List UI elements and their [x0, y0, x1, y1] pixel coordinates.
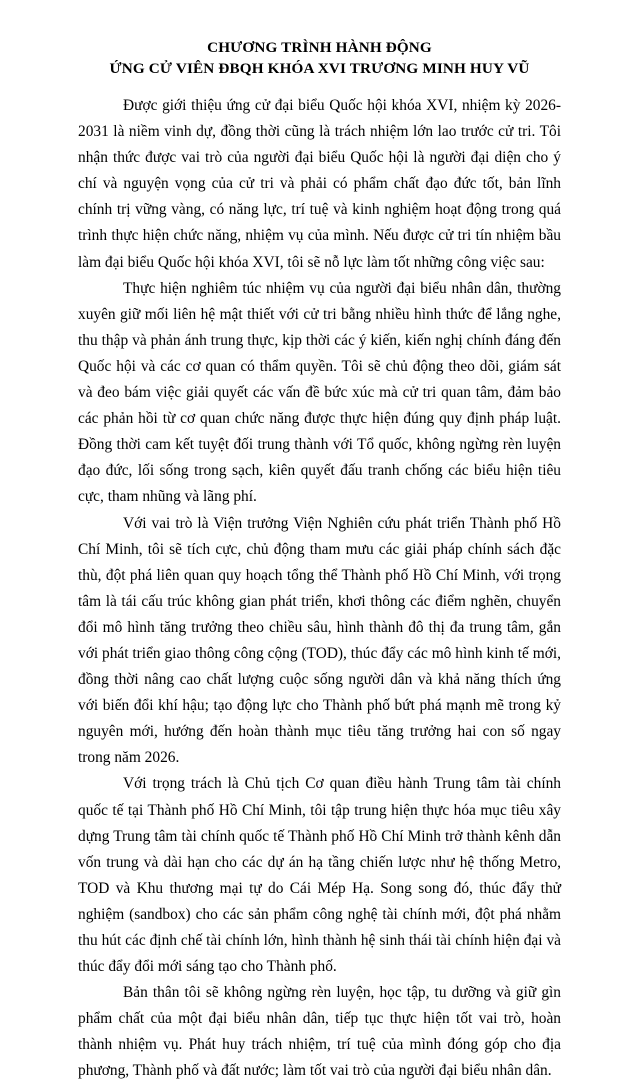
- body-paragraph-5: Bản thân tôi sẽ không ngừng rèn luyện, học tập, tu dưỡng và giữ gìn phẩm chất của một đại biểu nhân dân, tiếp tục thực hiện tốt vai trò, hoàn thành nhiệm vụ. Phát huy trách nhiệm, trí tuệ của mình đóng góp cho địa phương, Thành phố và đất nước; làm tốt vai trò của người đại biểu nhân dân.: [78, 984, 561, 1080]
- body-paragraph-3: Với vai trò là Viện trưởng Viện Nghiên cứu phát triển Thành phố Hồ Chí Minh, tôi sẽ tích cực, chủ động tham mưu các giải pháp chính sách đặc thù, đột phá liên quan quy hoạch tổng thể Thành phố Hồ Chí Minh, với trọng tâm là tái cấu trúc không gian phát triển, khơi thông các điểm nghẽn, chuyển đổi mô hình tăng trưởng theo chiều sâu, hình thành đô thị đa trung tâm, gắn với phát triển giao thông công cộng (TOD), thúc đẩy các mô hình kinh tế mới, đồng thời nâng cao chất lượng cuộc sống người dân và khả năng thích ứng với biến đổi khí hậu; tạo động lực cho Thành phố bứt phá mạnh mẽ trong kỷ nguyên mới, hướng đến hoàn thành mục tiêu tăng trưởng hai con số ngay trong năm 2026.: [78, 514, 561, 767]
- body-paragraph-1: Được giới thiệu ứng cử đại biểu Quốc hội khóa XVI, nhiệm kỳ 2026-2031 là niềm vinh dự, đồng thời cũng là trách nhiệm lớn lao trước cử tri. Tôi nhận thức được vai trò của người đại biểu Quốc hội là người đại diện cho ý chí và nguyện vọng của cử tri và phải có phẩm chất đạo đức tốt, bản lĩnh chính trị vững vàng, có năng lực, trí tuệ và kinh nghiệm hoạt động trong quá trình thực hiện chức năng, nhiệm vụ của mình. Nếu được cử tri tín nhiệm bầu làm đại biểu Quốc hội khóa XVI, tôi sẽ nỗ lực làm tốt những công việc sau:: [78, 97, 561, 271]
- body-paragraph-4: Với trọng trách là Chủ tịch Cơ quan điều hành Trung tâm tài chính quốc tế tại Thành phố Hồ Chí Minh, tôi tập trung hiện thực hóa mục tiêu xây dựng Trung tâm tài chính quốc tế Thành phố Hồ Chí Minh trở thành kênh dẫn vốn trung và dài hạn cho các dự án hạ tầng chiến lược như hệ thống Metro, TOD và Khu thương mại tự do Cái Mép Hạ. Song song đó, thúc đẩy thử nghiệm (sandbox) cho các sản phẩm công nghệ tài chính mới, đột phá nhằm thu hút các định chế tài chính lớn, hình thành hệ sinh thái tài chính hiện đại và thúc đẩy đổi mới sáng tạo cho Thành phố.: [78, 775, 561, 976]
- page-title: [78, 38, 561, 79]
- body-paragraph-2: Thực hiện nghiêm túc nhiệm vụ của người đại biểu nhân dân, thường xuyên giữ mối liên hệ mật thiết với cử tri bằng nhiều hình thức để lắng nghe, thu thập và phản ánh trung thực, kịp thời các ý kiến, kiến nghị chính đáng đến Quốc hội và các cơ quan có thẩm quyền. Tôi sẽ chủ động theo dõi, giám sát và đeo bám việc giải quyết các vấn đề bức xúc mà cử tri quan tâm, đảm bảo các phản hồi từ cơ quan chức năng được thực hiện đúng quy định pháp luật. Đồng thời cam kết tuyệt đối trung thành với Tổ quốc, không ngừng rèn luyện đạo đức, lối sống trong sạch, kiên quyết đấu tranh chống các biểu hiện tiêu cực, tham nhũng và lãng phí.: [78, 279, 561, 506]
- page-title-line-2: ỨNG CỬ VIÊN ĐBQH KHÓA XVI TRƯƠNG MINH HUY VŨ: [109, 59, 530, 77]
- page-title-line-1: CHƯƠNG TRÌNH HÀNH ĐỘNG: [207, 39, 432, 56]
- document-body: [78, 93, 561, 1085]
